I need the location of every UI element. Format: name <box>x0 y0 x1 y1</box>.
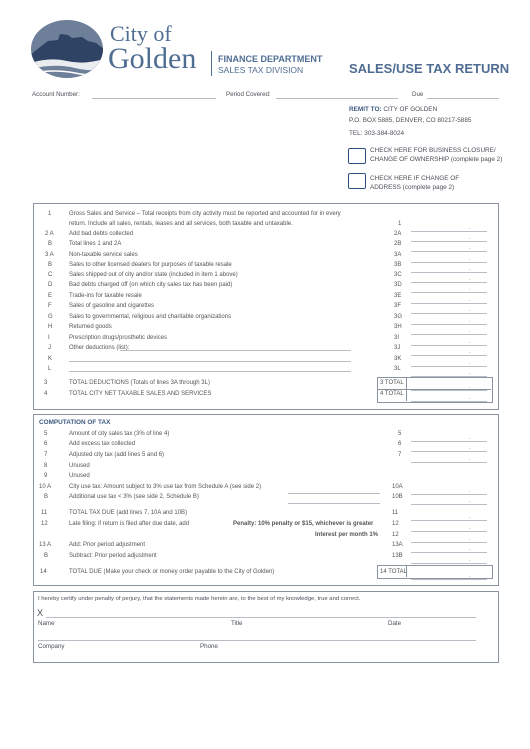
amount-field-decimal: . <box>469 225 471 231</box>
division-label: SALES TAX DIVISION <box>218 65 304 75</box>
amount-field-decimal: . <box>469 445 471 451</box>
row-number: 9 <box>44 473 48 479</box>
row-label: Subtract: Prior period adjustment <box>69 553 157 559</box>
account-number-label: Account Number: <box>32 91 80 98</box>
row-number: 13 A <box>39 542 52 548</box>
line-ref: 3D <box>394 282 402 288</box>
amount-field[interactable] <box>411 276 487 283</box>
period-covered-field[interactable] <box>276 98 398 99</box>
use-tax-subject-field[interactable] <box>288 487 380 494</box>
row-number: 1 <box>48 211 52 217</box>
line-ref: 10A <box>392 484 403 490</box>
row-label: Other deductions (list): <box>69 345 130 351</box>
row-number: 12 <box>41 521 48 527</box>
row-number: 6 <box>44 441 48 447</box>
amount-field-decimal: . <box>469 235 471 241</box>
amount-field[interactable] <box>411 297 487 304</box>
row-label: Unused <box>69 473 90 479</box>
remit-to-name: CITY OF GOLDEN <box>383 106 438 113</box>
row-label: TOTAL CITY NET TAXABLE SALES AND SERVICES <box>69 391 212 397</box>
certification-statement: I hereby certify under penalty of perjury, that the statements made herein are, to the best of my knowledge, true and correct. <box>38 596 361 602</box>
total-due-frame <box>377 565 493 579</box>
row-number: 11 <box>41 510 48 516</box>
signature-line[interactable] <box>46 617 476 618</box>
amount-field[interactable] <box>411 370 487 377</box>
line-ref: 3G <box>394 314 403 320</box>
amount-field[interactable] <box>411 536 487 543</box>
deduction-description-field[interactable] <box>120 344 351 351</box>
amount-field[interactable] <box>411 360 487 367</box>
row-number: D <box>48 282 53 288</box>
amount-field-decimal: . <box>469 488 471 494</box>
address-change-checkbox[interactable] <box>348 173 366 189</box>
row-number: 10 A <box>39 484 52 490</box>
company-label: Company <box>38 643 65 650</box>
city-logo <box>30 19 104 79</box>
phone-label: Phone <box>200 643 218 650</box>
amount-field[interactable] <box>411 498 487 505</box>
amount-field-decimal: . <box>469 245 471 251</box>
title-label: Title <box>231 620 243 627</box>
amount-field[interactable] <box>411 245 487 252</box>
totals-divider <box>377 389 491 390</box>
company-phone-line[interactable] <box>38 640 476 641</box>
amount-field[interactable] <box>411 266 487 273</box>
amount-field[interactable] <box>411 349 487 356</box>
deduction-description-field[interactable] <box>69 355 351 362</box>
row-number: B <box>44 553 49 559</box>
row-number: G <box>48 314 53 320</box>
amount-field-decimal: . <box>469 266 471 272</box>
line-ref: 3B <box>394 262 402 268</box>
amount-field-decimal: . <box>469 395 471 401</box>
row-label: City use tax: Amount subject to 3% use tax from Schedule A (see side 2) <box>69 484 262 490</box>
row-label: TOTAL DEDUCTIONS (Totals of lines 3A through 3L) <box>69 380 210 386</box>
amount-field-decimal: . <box>469 360 471 366</box>
line-ref: 14 TOTAL <box>380 569 408 575</box>
due-label: Due <box>412 91 424 98</box>
row-number: 5 <box>44 431 48 437</box>
totals-col-divider <box>406 377 407 401</box>
amount-field[interactable] <box>411 546 487 553</box>
amount-field-decimal: . <box>469 318 471 324</box>
amount-field-decimal: . <box>469 525 471 531</box>
row-number: 8 <box>44 463 48 469</box>
amount-field-decimal: . <box>469 276 471 282</box>
line-ref: 2B <box>394 241 402 247</box>
line-ref: 12 <box>392 532 399 538</box>
header-divider <box>211 51 212 76</box>
row-number: 3 A <box>45 252 54 258</box>
line-ref: 3L <box>394 366 401 372</box>
penalty-label: Penalty: 10% penalty or $15, whichever is greater <box>233 521 374 527</box>
amount-field-decimal: . <box>469 297 471 303</box>
interest-label: Interest per month 1% <box>315 532 379 538</box>
amount-field-decimal: . <box>469 370 471 376</box>
row-number: F <box>48 303 52 309</box>
row-label: Adjusted city tax (add lines 5 and 6) <box>69 452 165 458</box>
row-number: 4 <box>44 391 48 397</box>
amount-field-decimal: . <box>469 349 471 355</box>
name-label: Name <box>38 620 55 627</box>
totals-frame <box>377 377 493 403</box>
amount-field[interactable] <box>411 256 487 263</box>
amount-field-decimal: . <box>469 557 471 563</box>
line-ref: 10B <box>392 494 403 500</box>
business-closure-label: CHECK HERE FOR BUSINESS CLOSURE/ CHANGE OF OWNERSHIP (complete page 2) <box>370 147 503 163</box>
line-ref: 13B <box>392 553 403 559</box>
amount-field-decimal: . <box>469 435 471 441</box>
row-label: Add bad debts collected <box>69 231 134 237</box>
row-label: TOTAL DUE (Make your check or money order payable to the City of Golden) <box>69 569 275 575</box>
deduction-description-field[interactable] <box>69 365 351 372</box>
row-number: I <box>48 335 50 341</box>
amount-field-decimal: . <box>469 498 471 504</box>
amount-field-decimal: . <box>469 328 471 334</box>
row-label: Returned goods <box>69 324 112 330</box>
line-ref: 3J <box>394 345 401 351</box>
row-label: Prescription drugs/prosthetic devices <box>69 335 168 341</box>
amount-field[interactable] <box>411 339 487 346</box>
city-seal-icon <box>30 19 104 79</box>
line-ref: 13A <box>392 542 403 548</box>
signature-x: X <box>37 608 44 618</box>
row-label: Gross Sales and Service – Total receipts from city activity must be reported and accounted for in every <box>69 211 341 217</box>
amount-field-decimal: . <box>469 256 471 262</box>
amount-field[interactable] <box>411 557 487 564</box>
amount-field-decimal: . <box>469 514 471 520</box>
row-number: 2 A <box>45 231 54 237</box>
row-number: C <box>48 272 53 278</box>
row-number: 7 <box>44 452 48 458</box>
remit-to-label: REMIT TO: <box>349 106 382 113</box>
line-ref: 5 <box>398 431 402 437</box>
amount-field[interactable] <box>411 435 487 442</box>
row-number: L <box>48 366 52 372</box>
line-ref: 11 <box>392 510 399 516</box>
remit-to <box>349 106 437 113</box>
due-field[interactable] <box>427 98 499 99</box>
row-label: Bad debts charged off (on which city sales tax has been paid) <box>69 282 233 288</box>
row-number: H <box>48 324 53 330</box>
business-closure-checkbox[interactable] <box>348 148 366 164</box>
amount-field-decimal: . <box>469 456 471 462</box>
city-name-line2: Golden <box>108 42 197 75</box>
row-number: E <box>48 293 53 299</box>
row-label: TOTAL TAX DUE (add lines 7, 10A and 10B) <box>69 510 188 516</box>
row-label: Sales of gasoline and cigarettes <box>69 303 155 309</box>
use-tax-subject-field[interactable] <box>288 497 380 504</box>
form-title: SALES/USE TAX RETURN <box>349 61 510 76</box>
line-ref: 3H <box>394 324 402 330</box>
date-label: Date <box>388 620 402 627</box>
amount-field[interactable] <box>411 225 487 232</box>
row-number: 14 <box>40 569 47 575</box>
amount-field[interactable] <box>411 318 487 325</box>
address-change-label: CHECK HERE IF CHANGE OF ADDRESS (complete page 2) <box>370 175 460 191</box>
line-ref: 4 TOTAL <box>380 391 404 397</box>
line-ref: 3A <box>394 252 402 258</box>
row-label: Add: Prior period adjustment <box>69 542 146 548</box>
row-label: Unused <box>69 463 90 469</box>
row-number: J <box>48 345 51 351</box>
amount-field-decimal: . <box>469 384 471 390</box>
line-ref: 3C <box>394 272 402 278</box>
row-label: Late filing: if return is filed after due date, add <box>69 521 190 527</box>
line-ref: 3 TOTAL <box>380 380 404 386</box>
row-number: B <box>48 262 53 268</box>
row-number: B <box>48 241 53 247</box>
department-label: FINANCE DEPARTMENT <box>218 54 323 64</box>
row-label: Sales to governmental, religious and charitable organizations <box>69 314 232 320</box>
amount-field[interactable] <box>411 286 487 293</box>
amount-field-decimal: . <box>469 307 471 313</box>
amount-field-decimal: . <box>469 339 471 345</box>
row-label: Non-taxable service sales <box>69 252 138 258</box>
amount-field-decimal: . <box>469 286 471 292</box>
line-ref: 12 <box>392 521 399 527</box>
amount-field[interactable] <box>411 445 487 452</box>
line-ref: 6 <box>398 441 402 447</box>
row-label: Total lines 1 and 2A <box>69 241 122 247</box>
line-ref: 7 <box>398 452 402 458</box>
amount-field[interactable] <box>411 307 487 314</box>
total-due-divider <box>406 565 407 577</box>
period-covered-label: Period Covered: <box>226 91 271 98</box>
line-ref: 3F <box>394 303 402 309</box>
row-label: Trade-ins for taxable resale <box>69 293 142 299</box>
city-name-line1: City of <box>110 21 172 46</box>
amount-field-decimal: . <box>469 536 471 542</box>
line-ref: 3E <box>394 293 402 299</box>
amount-field[interactable] <box>411 525 487 532</box>
account-number-field[interactable] <box>92 98 216 99</box>
line-ref: 3K <box>394 356 402 362</box>
row-label: Sales to other licensed dealers for purposes of taxable resale <box>69 262 232 268</box>
amount-field[interactable] <box>411 235 487 242</box>
row-label: Additional use tax < 3% (see side 2, Schedule B) <box>69 494 199 500</box>
row-label: Amount of city sales tax (3% of line 4) <box>69 431 170 437</box>
row-label: Sales shipped out of city and/or state (included in item 1 above) <box>69 272 238 278</box>
line-ref: 2A <box>394 231 402 237</box>
total-due-field-decimal: . <box>469 573 471 579</box>
row-label: Add excess tax collected <box>69 441 136 447</box>
amount-field[interactable] <box>411 328 487 335</box>
line-ref: 1 <box>398 221 402 227</box>
row-label-cont: return. Include all sales, rentals, leases and all services, both taxable and untaxable. <box>69 221 293 227</box>
row-number: 3 <box>44 380 48 386</box>
amount-field[interactable] <box>411 456 487 463</box>
amount-field[interactable] <box>411 514 487 521</box>
row-number: K <box>48 356 53 362</box>
remit-phone: TEL: 303-384-8024 <box>349 130 405 137</box>
line-ref: 3I <box>394 335 400 341</box>
amount-field[interactable] <box>411 488 487 495</box>
amount-field-decimal: . <box>469 546 471 552</box>
computation-heading: COMPUTATION OF TAX <box>39 419 111 426</box>
row-number: B <box>44 494 49 500</box>
remit-address: P.O. BOX 5885, DENVER, CO 80217-5885 <box>349 117 472 124</box>
